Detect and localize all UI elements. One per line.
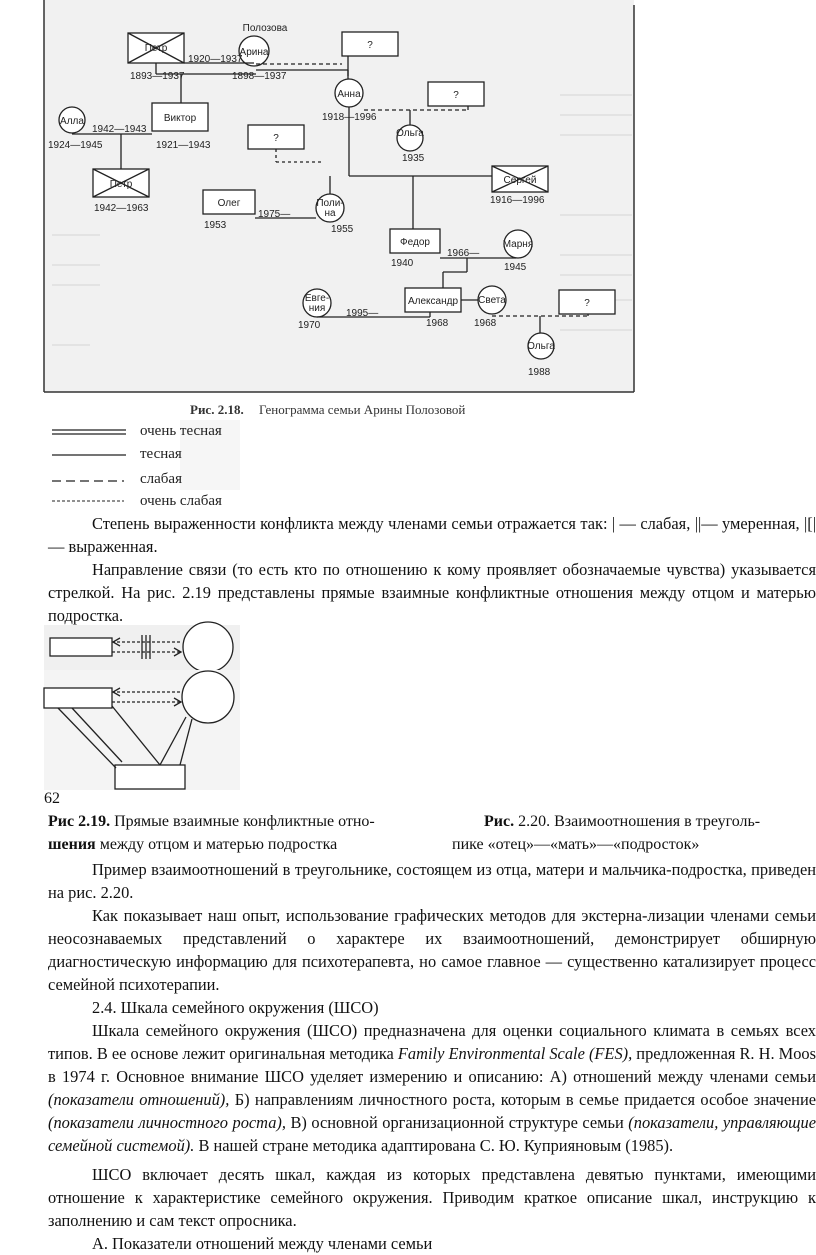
name-oleg: Олег — [217, 198, 241, 209]
page-number: 62 — [44, 790, 60, 807]
paragraph-ten-scales: ШСО включает десять шкал, каждая из которых представлена девятью пунктами, имеющими отношение к характеристике семейного окружения. Приводим краткое описание шкал, инструкцию к заполнению и сам текст опросника. — [48, 1165, 816, 1230]
name-petr2: Петр — [109, 179, 133, 190]
years-polina: 1955 — [331, 224, 354, 235]
teen-box — [115, 765, 185, 789]
name-sveta: Света — [478, 295, 506, 306]
years-anna: 1918—1996 — [322, 112, 377, 123]
years-olga2: 1988 — [528, 367, 551, 378]
fig-2-19-text: Прямые взаимные конфликтные отно- — [114, 813, 375, 830]
figure-2-20 — [44, 670, 240, 790]
years-aleksandr: 1968 — [426, 318, 449, 329]
legend-very-close: очень тесная — [140, 423, 222, 439]
name-evgeniya-2: ния — [308, 303, 326, 314]
fig-2-19-caption-line1 — [48, 813, 375, 831]
name-fedor: Федор — [400, 237, 430, 248]
name-olga2: Ольга — [527, 341, 555, 352]
genogram-caption-label: Рис. 2.18. — [190, 402, 244, 417]
fig-2-20-label: Рис. — [484, 813, 515, 830]
name-polina-2: на — [324, 208, 336, 219]
paragraph-direction: Направление связи (то есть кто по отношению к кому проявляет обозначаемые чувства) указывается стрелкой. На рис. 2.19 представлены прямые взаимные конфликтные отношения между отцом и матерью подростка. — [48, 560, 816, 625]
years-sergei: 1916—1996 — [490, 195, 545, 206]
fig-2-19-caption-line2 — [48, 836, 337, 854]
name-evgeniya-1: Евге- — [304, 293, 330, 304]
unknown-sveta-partner: ? — [584, 298, 590, 309]
name-arina: Арина — [239, 47, 269, 58]
name-viktor: Виктор — [163, 113, 197, 124]
years-olga: 1935 — [402, 153, 425, 164]
p5-part-a: Шкала семейного окружения (ШСО) предназначена для оценки социального климата в семьях всех типов. В ее основе лежит оригинальная методика — [48, 1021, 816, 1063]
paragraph-conflict-degree: Степень выраженности конфликта между членами семьи отражается так: | — слабая, ||— умеренная, |[| — выраженная. — [48, 514, 816, 556]
name-petr: Петр — [144, 43, 168, 54]
name-polina-1: Поли- — [316, 198, 344, 209]
genogram-caption-text: Генограмма семьи Арины Полозовой — [259, 402, 466, 417]
p5-part-i: В нашей стране методика адаптирована С. Ю. Куприяновым (1985). — [194, 1136, 674, 1155]
years-alla: 1924—1945 — [48, 140, 103, 151]
name-sergei: Сергей — [503, 175, 537, 186]
years-petr2: 1942—1963 — [94, 203, 149, 214]
fig-2-19-text-2: между отцом и матерью подростка — [99, 836, 338, 853]
father-box-2 — [44, 688, 112, 708]
years-fedor-mariya: 1966— — [447, 248, 480, 259]
p5-fes-name: Family Environmental Scale (FES), — [397, 1044, 633, 1063]
years-alla-viktor: 1942—1943 — [92, 124, 147, 135]
legend-close: тесная — [140, 446, 182, 462]
years-evgeniya: 1970 — [298, 320, 321, 331]
p5-part-c: предложенная R. H. Moos в 1974 г. Основное внимание ШСО уделяет измерению и описанию: А) отношений между членами семьи — [48, 1044, 816, 1086]
years-sveta: 1968 — [474, 318, 497, 329]
p5-growth-indicators: (показатели личностного роста), — [48, 1113, 286, 1132]
p5-system-indicators: (показатели, управляющие семейной системой). — [48, 1113, 816, 1155]
years-arina: 1898—1937 — [232, 71, 287, 82]
fig-2-19-label-2: шения — [48, 836, 96, 853]
surname-polozova: Полозова — [242, 23, 288, 34]
years-mariya: 1945 — [504, 262, 527, 273]
paragraph-triangle-example: Пример взаимоотношений в треугольнике, состоящем из отца, матери и мальчика-подростка, приведен на рис. 2.20. — [48, 860, 816, 902]
years-viktor: 1921—1943 — [156, 140, 211, 151]
fig-2-19-label: Рис 2.19. — [48, 813, 111, 830]
years-petr: 1893—1937 — [130, 71, 185, 82]
years-oleg: 1953 — [204, 220, 227, 231]
p5-relations-indicators: (показатели отношений), — [48, 1090, 230, 1109]
fig-2-20-text: 2.20. Взаимоотношения в треуголь- — [518, 813, 761, 830]
p5-part-g: В) основной организационной структуре семьи — [285, 1113, 629, 1132]
paragraph-fes-description — [48, 1019, 816, 1157]
years-evgeniya-aleksandr: 1995— — [346, 308, 379, 319]
unknown-polina-partner: ? — [273, 133, 279, 144]
legend-very-weak: очень слабая — [140, 493, 222, 509]
mother-circle-2 — [182, 671, 234, 723]
years-oleg-polina: 1975— — [258, 209, 291, 220]
name-aleksandr: Александр — [407, 296, 459, 307]
legend-lines — [52, 430, 126, 501]
years-petr-arina: 1920—1937 — [188, 54, 243, 65]
paragraph-graphic-methods: Как показывает наш опыт, использование графических методов для экстерна-лизации членами семьи неосознаваемых представлений о характере их взаимоотношений, демонстрирует обширную диагностическую информацию для психотерапевта, но самое главное — существенно катализирует процесс семейной психотерапии. — [48, 906, 816, 994]
name-anna: Анна — [337, 89, 361, 100]
legend-weak: слабая — [140, 471, 182, 487]
section-heading-2-4: 2.4. Шкала семейного окружения (ШСО) — [92, 998, 379, 1017]
unknown-top: ? — [367, 40, 373, 51]
name-alla: Алла — [60, 116, 84, 127]
name-mariya: Марня — [502, 239, 534, 250]
mother-circle — [183, 622, 233, 672]
subheading-relations: А. Показатели отношений между членами семьи — [92, 1234, 433, 1253]
years-fedor: 1940 — [391, 258, 414, 269]
name-olga: Ольга — [396, 128, 424, 139]
father-box — [50, 638, 112, 656]
fig-2-20-caption-line1 — [484, 813, 760, 831]
unknown-anna-partner: ? — [453, 90, 459, 101]
fig-2-20-caption-line2: пике «отец»—«мать»—«подросток» — [452, 836, 700, 853]
p5-part-e: Б) направлениям личностного роста, которым в семье придается особое значение — [229, 1090, 816, 1109]
